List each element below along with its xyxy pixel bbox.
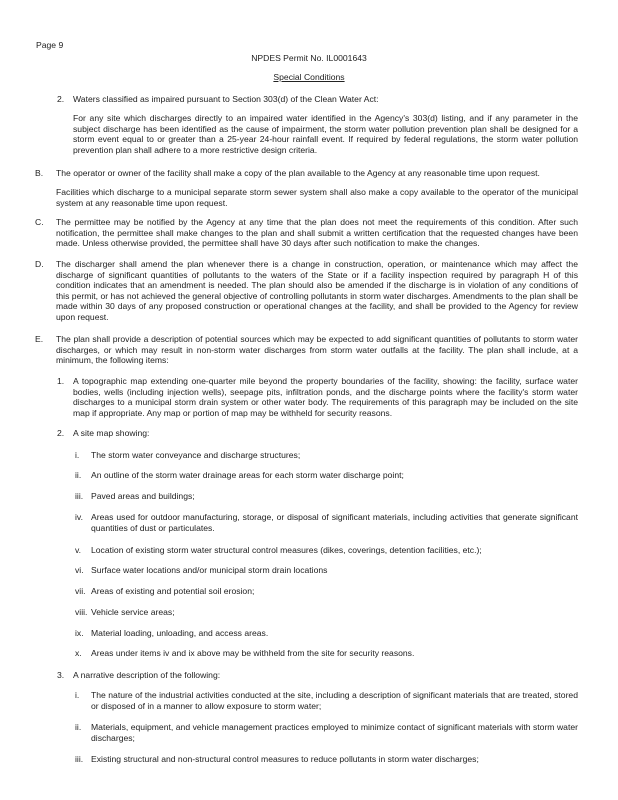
site-map-item: Location of existing storm water structural control measures (dikes, coverings, detention facilities, etc.); <box>91 545 482 555</box>
item-e2-marker: 2. <box>57 428 65 438</box>
section-d-marker: D. <box>35 259 44 269</box>
site-map-item-marker: x. <box>75 648 82 658</box>
item-2-heading: Waters classified as impaired pursuant to Section 303(d) of the Clean Water Act: <box>73 94 379 104</box>
site-map-item: Surface water locations and/or municipal storm drain locations <box>91 565 328 575</box>
site-map-item-marker: vii. <box>75 586 86 596</box>
page-label: Page 9 <box>36 40 64 50</box>
item-e3-heading: A narrative description of the following: <box>73 670 221 680</box>
site-map-item-marker: i. <box>75 450 80 460</box>
section-c-text: The permittee may be notified by the Agency at any time that the plan does not meet the requirements of this condition. After such notification, the permittee shall make changes to the plan and shall submit a written certification that the requested changes have been made. Unless otherwise provided, the permittee shall have 30 days after such notification to make the changes. <box>56 217 578 249</box>
item-2-marker: 2. <box>57 94 65 104</box>
narrative-item-marker: iii. <box>75 754 84 764</box>
site-map-item-marker: viii. <box>75 607 88 617</box>
section-c-marker: C. <box>35 217 44 227</box>
section-b-marker: B. <box>35 168 44 178</box>
site-map-item-marker: iv. <box>75 512 83 522</box>
site-map-item: Vehicle service areas; <box>91 607 175 617</box>
section-e-marker: E. <box>35 334 44 344</box>
site-map-item: Areas of existing and potential soil erosion; <box>91 586 255 596</box>
site-map-item: An outline of the storm water drainage areas for each storm water discharge point; <box>91 470 404 480</box>
item-2-body: For any site which discharges directly to an impaired water identified in the Agency's 303(d) listing, and if any parameter in the subject discharge has been identified as the cause of impairment, the storm water pollution prevention plan shall be designed for a storm event equal to or greater than a 25-year 24-hour rainfall event. If required by federal regulations, the storm water pollution prevention plan shall adhere to a more restrictive design criteria. <box>73 113 578 155</box>
section-e-text: The plan shall provide a description of potential sources which may be expected to add significant quantities of pollutants to storm water discharges, or which may result in non-storm water discharges from storm water outfalls at the facility. The plan shall include, at a minimum, the following items: <box>56 334 578 366</box>
site-map-item: Areas used for outdoor manufacturing, storage, or disposal of significant materials, including activities that generate significant quantities of dust or particulates. <box>91 512 578 533</box>
site-map-item: Material loading, unloading, and access areas. <box>91 628 269 638</box>
item-e3-marker: 3. <box>57 670 65 680</box>
site-map-item-marker: vi. <box>75 565 84 575</box>
permit-number: NPDES Permit No. IL0001643 <box>251 53 367 63</box>
narrative-item-marker: ii. <box>75 722 82 732</box>
item-e1-text: A topographic map extending one-quarter mile beyond the property boundaries of the facility, showing: the facility, surface water bodies, wells (including injection wells), seepage pits, infiltration ponds, and the discharge points where the facility's storm water discharges to a municipal storm drain system or other water body. The requirements of this paragraph may be included on the site map if appropriate. Any map or portion of map may be withheld for security reasons. <box>73 376 578 418</box>
narrative-item: Existing structural and non-structural control measures to reduce pollutants in storm water discharges; <box>91 754 479 764</box>
site-map-item-marker: v. <box>75 545 82 555</box>
site-map-item-marker: iii. <box>75 491 84 501</box>
site-map-item: Paved areas and buildings; <box>91 491 195 501</box>
site-map-item: The storm water conveyance and discharge structures; <box>91 450 301 460</box>
section-d-text: The discharger shall amend the plan whenever there is a change in construction, operation, or maintenance which may affect the discharge of significant quantities of pollutants to the waters of the State or if a facility inspection required by paragraph H of this condition indicates that an amendment is needed. The plan should also be amended if the discharge is in violation of any conditions of this permit, or has not achieved the general objective of controlling pollutants in storm water discharges. Amendments to the plan shall be made within 30 days of any proposed construction or operational changes at the facility, and shall be provided to the Agency for review upon request. <box>56 259 578 322</box>
narrative-item-marker: i. <box>75 690 80 700</box>
narrative-item: The nature of the industrial activities conducted at the site, including a description of significant materials that are treated, stored or disposed of in a manner to allow exposure to storm water; <box>91 690 578 711</box>
section-title: Special Conditions <box>273 72 345 82</box>
site-map-item-marker: ii. <box>75 470 82 480</box>
site-map-item-marker: ix. <box>75 628 84 638</box>
section-b-paragraph-1: The operator or owner of the facility shall make a copy of the plan available to the Agency at any reasonable time upon request. <box>56 168 540 178</box>
item-e1-marker: 1. <box>57 376 65 386</box>
item-e2-heading: A site map showing: <box>73 428 150 438</box>
narrative-item: Materials, equipment, and vehicle management practices employed to minimize contact of significant materials with storm water discharges; <box>91 722 578 743</box>
section-b-paragraph-2: Facilities which discharge to a municipal separate storm sewer system shall also make a copy available to the operator of the municipal system at any reasonable time upon request. <box>56 187 578 208</box>
site-map-item: Areas under items iv and ix above may be withheld from the site for security reasons. <box>91 648 415 658</box>
